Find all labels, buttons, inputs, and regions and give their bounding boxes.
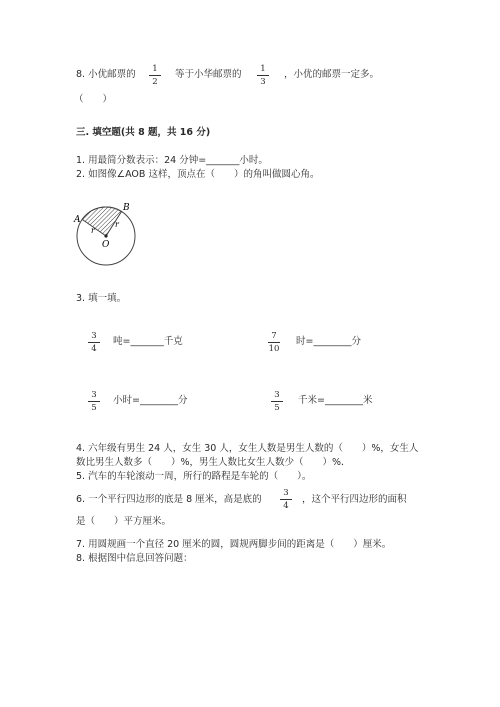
fraction-numerator: 7 <box>271 331 277 341</box>
section-heading: 三. 填空题(共 8 题，共 16 分) <box>76 127 211 138</box>
label-r-left: r <box>91 226 95 235</box>
fraction-3-4 <box>87 331 101 354</box>
fraction-one-third <box>256 64 270 87</box>
fraction-denominator: 4 <box>91 344 97 354</box>
fraction-numerator: 1 <box>152 64 158 74</box>
fill-question-4-line-1: 4. 六年级有男生 24 人，女生 30 人，女生人数是男生人数的（ ）%，女生人 <box>76 443 419 454</box>
fill-question-4-line-2: 数比男生人数多（ ）%，男生人数比女生人数少（ ）%． <box>76 457 351 468</box>
fill-question-1: 1. 用最简分数表示：24 分钟=_______小时。 <box>76 155 268 166</box>
fraction-7-10 <box>267 331 281 354</box>
fraction-bar <box>268 342 280 343</box>
fraction-numerator: 3 <box>91 331 97 341</box>
fraction-bar <box>280 499 292 500</box>
fraction-3-4-b <box>279 488 293 511</box>
label-b: B <box>123 203 130 213</box>
fraction-bar <box>88 342 100 343</box>
fill-question-7: 7. 用圆规画一个直径 20 厘米的圆，圆规两脚步间的距离是（ ）厘米。 <box>76 539 392 550</box>
fraction-denominator: 10 <box>268 344 280 354</box>
fraction-3-5-a <box>87 390 101 413</box>
fraction-bar <box>149 75 161 76</box>
fraction-one-half <box>148 64 162 87</box>
fill-item-hour-minutes: 小时=________分 <box>113 395 188 406</box>
fraction-bar <box>88 401 100 402</box>
answer-parentheses: （ ） <box>74 94 113 105</box>
question-8-text-c: ，小优的邮票一定多。 <box>284 69 380 80</box>
label-o: O <box>102 240 110 250</box>
fill-question-2: 2. 如图像∠AOB 这样，顶点在（ ）的角叫做圆心角。 <box>76 169 320 180</box>
question-8-text-b: 等于小华邮票的 <box>175 69 242 80</box>
fraction-denominator: 5 <box>274 403 280 413</box>
fill-item-kilometers: 千米=________米 <box>298 395 373 406</box>
fill-question-6-line-2: 是（ ）平方厘米。 <box>76 516 172 527</box>
fraction-numerator: 3 <box>274 390 280 400</box>
central-angle-figure <box>72 196 144 272</box>
label-a: A <box>74 215 81 225</box>
fraction-denominator: 2 <box>152 77 158 87</box>
center-point <box>104 234 107 237</box>
fill-item-tons: 吨=_______千克 <box>113 336 183 347</box>
fill-question-3: 3. 填一填。 <box>76 293 127 304</box>
fraction-denominator: 4 <box>283 501 289 511</box>
label-r-right: r <box>115 220 119 229</box>
fraction-denominator: 5 <box>91 403 97 413</box>
fraction-bar <box>271 401 283 402</box>
fill-question-8: 8. 根据图中信息回答问题： <box>76 553 193 564</box>
fraction-numerator: 3 <box>283 488 289 498</box>
fraction-denominator: 3 <box>260 77 266 87</box>
fraction-bar <box>257 75 269 76</box>
fraction-numerator: 3 <box>91 390 97 400</box>
fraction-numerator: 1 <box>260 64 266 74</box>
fill-item-hours: 时=________分 <box>296 336 361 347</box>
fraction-3-5-b <box>270 390 284 413</box>
fill-question-5: 5. 汽车的车轮滚动一周，所行的路程是车轮的（ ）。 <box>76 471 312 482</box>
fill-question-6-a: 6. 一个平行四边形的底是 8 厘米，高是底的 <box>76 494 262 505</box>
question-8-text-a: 8. 小优邮票的 <box>76 69 136 80</box>
fill-question-6-b: ，这个平行四边形的面积 <box>302 494 407 505</box>
